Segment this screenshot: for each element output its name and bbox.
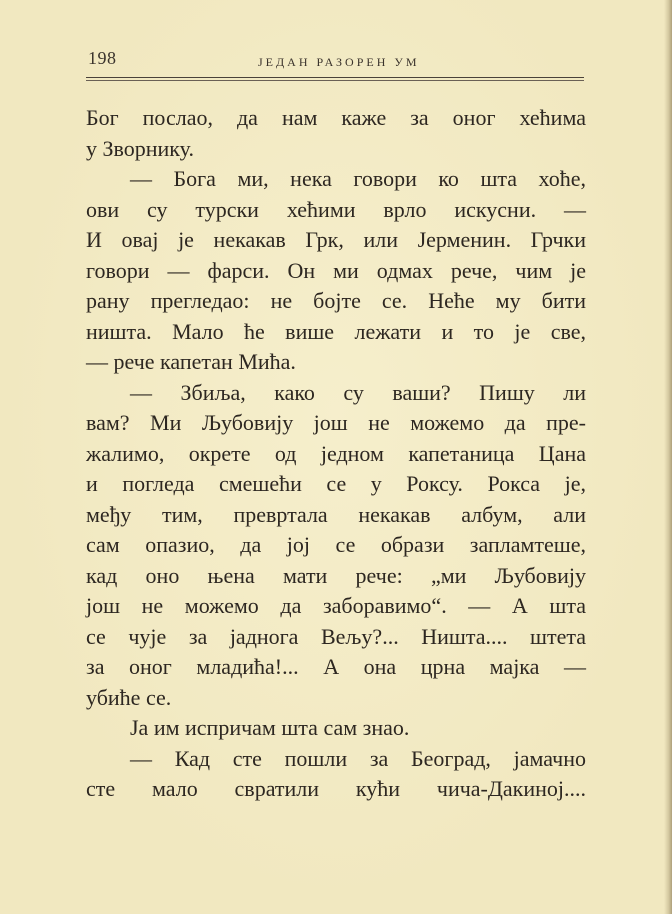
text-line: и погледа смешећи се у Роксу. Рокса је, (86, 471, 586, 496)
text-line: жалимо, окрете од једном капетаница Цана (86, 440, 586, 466)
text-line: — Бога ми, нека говори ко шта хоће, (130, 166, 586, 191)
header-rule (86, 77, 584, 78)
text-line: сам опазио, да јој се образи запламтеше, (86, 532, 586, 557)
text-line: — Кад сте пошли за Београд, јамачно (130, 745, 586, 771)
text-line: говори — фарси. Он ми одмах рече, чим је (86, 257, 586, 283)
running-title: ЈЕДАН РАЗОРЕН УМ (258, 55, 420, 69)
text-line: у Зворнику. (86, 135, 194, 161)
text-line: рану прегледао: не бојте се. Неће му бити (86, 288, 586, 313)
page-number: 198 (88, 48, 117, 68)
text-line: ови су турски хећими врло искусни. — (86, 196, 586, 222)
text-line: Бог послао, да нам каже за оног хећима (86, 105, 586, 130)
text-line: још не можемо да заборавимо“. — А шта (86, 593, 586, 618)
text-line: убиће се. (86, 684, 172, 710)
text-line: кад оно њена мати рече: „ми Љубовију (86, 562, 586, 588)
text-line: за оног младића!... А она црна мајка — (86, 654, 586, 679)
text-line: — рече капетан Мића. (86, 349, 296, 374)
text-line: сте мало свратили кући чича-Дакиној.... (86, 776, 586, 801)
body-text (86, 103, 586, 805)
text-line: Ја им испричам шта сам знао. (130, 715, 410, 740)
text-line: се чује за јаднога Вељу?... Ништа.... штета (86, 623, 586, 649)
text-line: — Збиља, како су ваши? Пишу ли (130, 379, 586, 405)
text-line: међу тим, превртала некакав албум, али (86, 501, 586, 527)
text-line: И овај је некакав Грк, или Јерменин. Грчки (86, 227, 586, 252)
text-line: ништа. Мало ће више лежати и то је све, (86, 318, 586, 344)
text-line: вам? Ми Љубовију још не можемо да пре- (86, 410, 586, 435)
page-edge-shadow (664, 0, 672, 914)
